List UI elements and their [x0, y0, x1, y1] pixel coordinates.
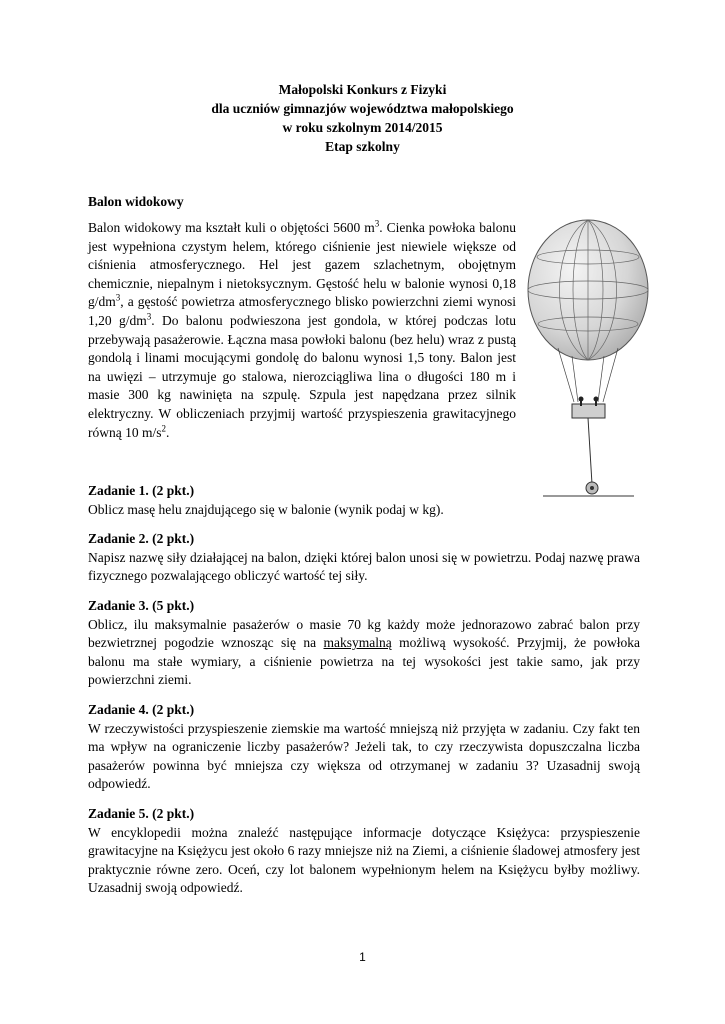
task-title: Zadanie 3. (5 pkt.): [88, 597, 195, 613]
task-title: Zadanie 1. (2 pkt.): [88, 483, 195, 498]
intro-text-3: , a gęstość powietrza atmosferycznego blisko powierzchni ziemi wynosi 1,20 g/dm: [88, 294, 516, 328]
task-3: [88, 597, 640, 690]
task-title: Zadanie 4. (2 pkt.): [88, 701, 195, 717]
task-title: Zadanie 2. (2 pkt.): [88, 531, 195, 547]
task-5: [88, 805, 640, 898]
intro-sup-2: 3: [115, 292, 121, 303]
gondola: [572, 397, 605, 419]
intro-sup-4: 2: [161, 423, 166, 434]
document-header: [0, 80, 725, 156]
task-text: W rzeczywistości przyspieszenie ziemskie ma wartość mniejszą niż przyjęta w zadaniu. Czy fakt ten ma wpływ na ograniczenie liczby pasażerów? Jeżeli tak, to czy rzeczywista dopuszczalna liczba pasażerów powinna być mniejsza czy większa od otrzymanej w zadaniu 3? Uzasadnij swoją odpowiedź.: [88, 720, 640, 792]
header-line-4: Etap szkolny: [325, 139, 400, 154]
page-number: 1: [359, 950, 366, 964]
task-list: [88, 482, 640, 909]
task-title: Zadanie 5. (2 pkt.): [88, 805, 195, 821]
tethered-balloon-icon: [520, 212, 650, 502]
section-title: Balon widokowy: [88, 194, 184, 209]
task-4: [88, 701, 640, 794]
intro-sup-1: 3: [374, 218, 380, 229]
intro-sup-3: 3: [146, 311, 152, 322]
task-text: Napisz nazwę siły działającej na balon, dzięki której balon unosi się w powietrzu. Podaj nazwę prawa fizycznego pozwalającego obliczyć wartość tej siły.: [88, 549, 640, 584]
intro-paragraph: [88, 219, 516, 442]
intro-text-1: Balon widokowy ma kształt kuli o objętości 5600 m: [88, 220, 375, 235]
task-2: [88, 530, 640, 586]
tether-cable: [588, 418, 592, 484]
header-line-2: dla uczniów gimnazjów województwa małopolskiego: [211, 101, 514, 116]
task-text: [88, 616, 640, 690]
task-text-part: możliwą wysokość. Przyjmij, że powłoka balonu ma stałe wymiary, a ciśnienie powietrza na tej wysokości jest takie samo, jak przy powierzchni ziemi.: [88, 635, 640, 688]
underlined-word: maksymalną: [323, 635, 392, 651]
intro-text-2: . Cienka powłoka balonu jest wypełniona czystym helem, którego ciśnienie jest niewiele większe od ciśnienia atmosferycznego. Hel jest gazem szlachetnym, obojętnym chemicznie, niepalnym i nietoksycznym. Gęstość helu w balonie wynosi 0,18 g/dm: [88, 220, 516, 310]
intro-text-5: .: [166, 424, 170, 440]
task-text: W encyklopedii można znaleźć następujące informacje dotyczące Księżyca: przyspieszenie grawitacyjne na Księżycu jest około 6 razy mniejsze niż na Ziemi, a ciśnienie śladowej atmosfery jest praktycznie równe zero. Oceń, czy lot balonem wypełnionym helem na Księżycu byłby możliwy. Uzasadnij swoją odpowiedź.: [88, 824, 640, 896]
task-text-part: Oblicz, ilu maksymalnie pasażerów o masie 70 kg każdy może jednorazowo zabrać balon przy bezwietrznej pogodzie wznosząc się na: [88, 616, 640, 651]
header-line-3: w roku szkolnym 2014/2015: [282, 120, 443, 135]
task-text: Oblicz masę helu znajdującego się w balonie (wynik podaj w kg).: [88, 501, 444, 517]
intro-text-4: . Do balonu podwieszona jest gondola, w której podczas lotu przebywają pasażerowie. Łączna masa powłoki balonu (bez helu) wraz z pustą gondolą i linami mocującymi gondolę do balonu wynosi 1,5 tony. Balon jest na uwięzi – utrzymuje go stalowa, nierozciągliwa lina o długości 180 m i masie 300 kg nawinięta na szpulę. Szpula jest napędzana przez silnik elektryczny. W obliczeniach przyjmij wartość przyspieszenia grawitacyjnego równą 10 m/s: [88, 312, 516, 440]
balloon-envelope: [528, 220, 648, 360]
task-1: [88, 482, 640, 519]
header-line-1: Małopolski Konkurs z Fizyki: [278, 82, 447, 97]
